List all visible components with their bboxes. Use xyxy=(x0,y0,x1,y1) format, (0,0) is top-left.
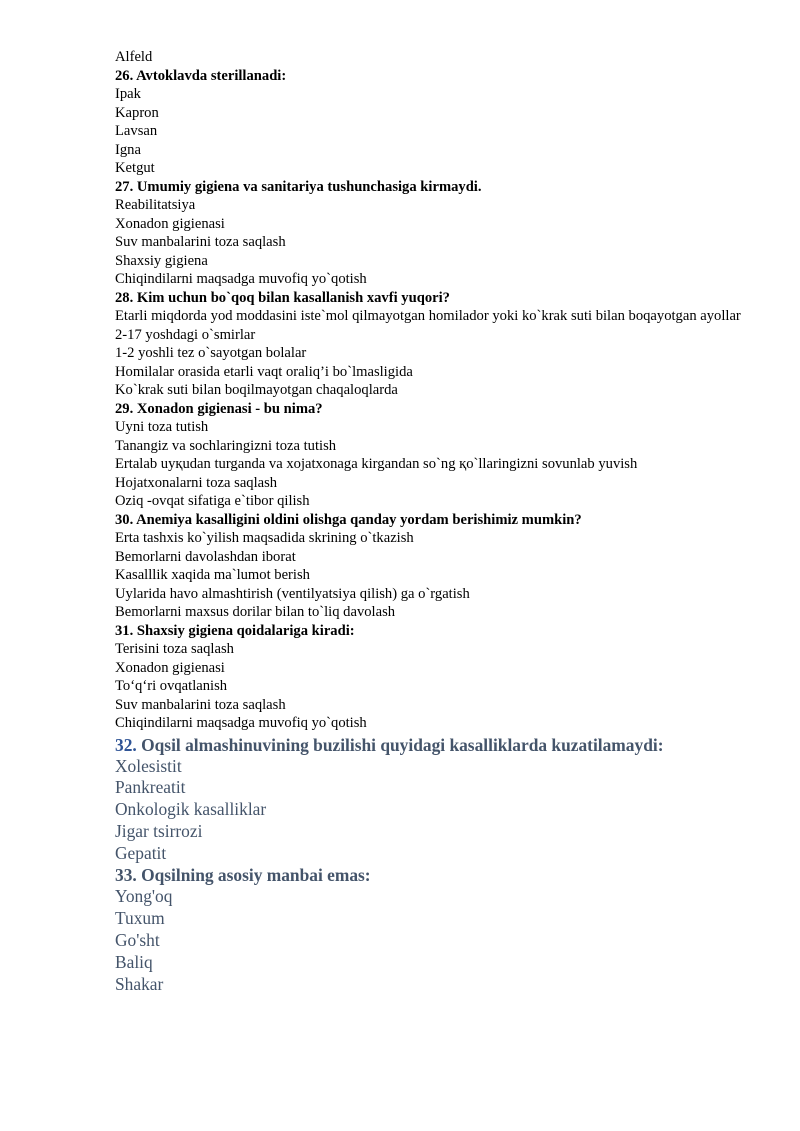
answer-line: Chiqindilarni maqsadga muvofiq yo`qotish xyxy=(115,715,367,731)
answer-line: Chiqindilarni maqsadga muvofiq yo`qotish xyxy=(115,271,367,287)
answer-line: Jigar tsirrozi xyxy=(115,820,203,841)
question-28: 28. Kim uchun bo`qoq bilan kasallanish xavfi yuqori? xyxy=(115,289,450,306)
answer-line: Hojatxonalarni toza saqlash xyxy=(115,474,278,491)
document-page xyxy=(115,48,743,995)
question-32 xyxy=(115,734,743,756)
question-number: 32. xyxy=(115,734,137,755)
answer-line: Igna xyxy=(115,141,141,158)
answer-line: Suv manbalarini toza saqlash xyxy=(115,696,286,713)
answer-line: Ketgut xyxy=(115,160,155,176)
answer-line: Shaxsiy gigiena xyxy=(115,252,208,269)
answer-line: Lavsan xyxy=(115,123,158,139)
question-33: 33. Oqsilning asosiy manbai emas: xyxy=(115,865,371,886)
answer-line: Ko`krak suti bilan boqilmayotgan chaqaloqlarda xyxy=(115,382,398,398)
answer-line: 2-17 yoshdagi o`smirlar xyxy=(115,326,256,343)
answer-line: Erta tashxis ko`yilish maqsadida skrining o`tkazish xyxy=(115,530,414,546)
answer-line: Pankreatit xyxy=(115,777,186,798)
answer-line: Shakar xyxy=(115,973,164,994)
question-31: 31. Shaxsiy gigiena qoidalariga kiradi: xyxy=(115,622,355,639)
answer-line: Yong'oq xyxy=(115,886,173,907)
answer-line: Homilalar orasida etarli vaqt oraliq’i bo`lmasligida xyxy=(115,363,413,380)
answer-line: To‘q‘ri ovqatlanish xyxy=(115,678,228,694)
answer-line: Uyni toza tutish xyxy=(115,419,209,435)
answer-line: Bemorlarni davolashdan iborat xyxy=(115,548,296,565)
answer-line: Ipak xyxy=(115,86,141,102)
answer-line: Gepatit xyxy=(115,842,167,863)
answer-line: Terisini toza saqlash xyxy=(115,641,234,657)
answer-line: Reabilitatsiya xyxy=(115,197,196,213)
answer-line: Etarli miqdorda yod moddasini iste`mol qilmayotgan homilador yoki ko`krak suti bilan boqayotgan ayollar xyxy=(115,308,741,324)
answer-line: Kasalllik xaqida ma`lumot berish xyxy=(115,567,310,583)
answer-line: Go'sht xyxy=(115,930,160,951)
answer-line: Bemorlarni maxsus dorilar bilan to`liq davolash xyxy=(115,604,396,620)
question-27: 27. Umumiy gigiena va sanitariya tushunchasiga kirmaydi. xyxy=(115,178,482,195)
answer-line: Baliq xyxy=(115,951,153,972)
question-29: 29. Xonadon gigienasi - bu nima? xyxy=(115,400,323,417)
answer-line: Xolesistit xyxy=(115,755,182,776)
answer-line: Tanangiz va sochlaringizni toza tutish xyxy=(115,437,337,454)
answer-line: Oziq -ovqat sifatiga e`tibor qilish xyxy=(115,493,310,509)
answer-line: Xonadon gigienasi xyxy=(115,215,225,232)
question-26: 26. Avtoklavda sterillanadi: xyxy=(115,67,287,84)
question-30: 30. Anemiya kasalligini oldini olishga qanday yordam berishimiz mumkin? xyxy=(115,511,582,528)
question-text: Oqsil almashinuvining buzilishi quyidagi kasalliklarda kuzatilamaydi: xyxy=(141,734,664,755)
answer-line: Xonadon gigienasi xyxy=(115,659,225,676)
answer-line: Ertalab uyқudan turganda va xojatxonaga kirgandan so`ng қo`llaringizni sovunlab yuvish xyxy=(115,456,638,472)
answer-line: Kapron xyxy=(115,104,159,121)
answer-line: Onkologik kasalliklar xyxy=(115,799,267,820)
answer-line: Uylarida havo almashtirish (ventilyatsiya qilish) ga o`rgatish xyxy=(115,585,470,602)
answer-line: Tuxum xyxy=(115,908,165,929)
answer-line: Suv manbalarini toza saqlash xyxy=(115,234,286,250)
answer-line: Alfeld xyxy=(115,49,153,65)
answer-line: 1-2 yoshli tez o`sayotgan bolalar xyxy=(115,345,307,361)
